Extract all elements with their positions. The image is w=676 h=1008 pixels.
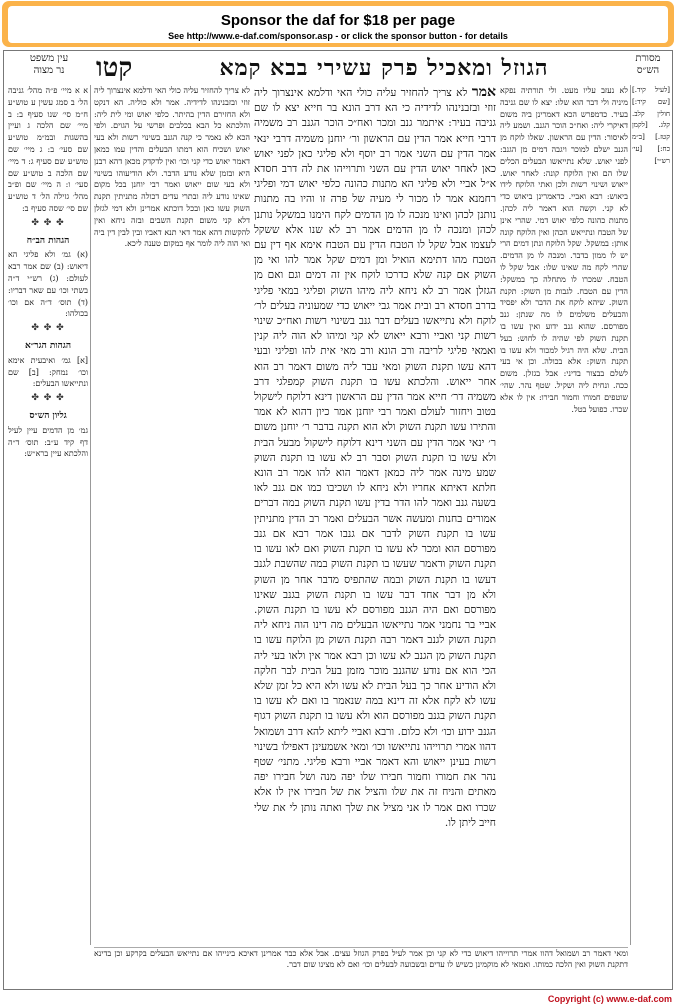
sponsor-title[interactable]: Sponsor the daf for $18 per page (220, 12, 456, 29)
ornament-divider-3: ✤ ✤ ✤ (31, 393, 65, 404)
hagahot-habach-text: (א) גמ׳ ולא פליגי הא דיאוש: (ב) שם אמר רבא לעולם: (ג) רש״י ד״ה בשתי וכו׳ עם שאר דבריו: (ד) תוס׳ ד״ה אם וכו׳ בכולהו: (8, 250, 88, 319)
sponsor-banner[interactable] (2, 1, 674, 47)
page-title: הגוזל ומאכיל פרק עשירי בבא קמא (219, 55, 549, 81)
tosafot-text: לא צריך להחזיר עליה כולי האי ודלמא אינצרוך ליה זוזי ובזבנינהו לדידיה. אמר ולא כוליה. הא דנקט ולא החזירם הדין בהיתר. כלפי יאוש ומי לית ליה: והלכתא כל הבא בכלבים ופרשי על הגוים. ולפי הכא לא נאמר כי קנה הגנב בשינוי רשות ולא בעי יאוש ושכיח הוא דמתו הבעלים והדין עמו כמאן דאמר יאוש כדי קני וכו׳ ואין לדקדק מכאן דהא רבנן היא ובזמן שלא נודע הדבר. ולא הודיעוהו בשינוי ולא בעי שום ייאוש ואמר רבי יוחנן בכל מקום שאינו נודע ליה ובתרי עדים דכולה מתניתין תקנת השוק עשו כאן ובכל דוכתא אמרינן ולא דמי לגזלן דלא קני משום תקנת השבים ובזה ניחא ואין להקשות דהא אמר דאי תנא דאביו ובין לבין דין ביה ואי הוה ליה לומר אף במקום טענה ליכא. (94, 86, 250, 249)
ein-mishpat-label (10, 53, 88, 77)
hagahot-hagra-text: [א] גמ׳ ואיבעית אימא וכו׳ נמחק: [ב] שם ונתייאשו הבעלים: (8, 355, 88, 389)
ein-mishpat-text: א א מיי׳ פ״ה מהל׳ גניבה הל׳ ב סמג עשין ע טוש״ע ח״מ סי׳ שנו סעיף ב: ב מיי׳ שם הלכה ג ועיין בהשגות ובמ״מ טוש״ע שם סעי׳ ב: ג מיי׳ שם טוש״ע שם סעיף ג: ד מיי׳ שם הלכה ב טוש״ע שם סעי׳ ו: ה מיי׳ שם ופ״ב מהל׳ גזילה הל׳ ד טוש״ע שם סי׳ שסה סעיף ב: (8, 86, 88, 213)
column-divider-right (630, 85, 631, 945)
page-header (4, 51, 672, 83)
mesoret-text: [לעיל קיד.] [שם קיד:] חולין קלב. קלג. [לקמן קטז.] [ב״מ כח:] [עי׳ רש״י] (632, 86, 670, 165)
mesoret-label-1: מסורת (635, 53, 661, 64)
gemara-text: לא צריך להחזיר עליה כולי האי ודלמא אינצרוך ליה זוזי ובזבנינהו לדידיה כי הא דרב הונא בר חייא יצא לו שם גניבה בעיר: איתמר גנב ומכר ואח״כ הוכר הגנב רב משמיה דרבי חייא אמר הדין עם הראשון ור׳ יוחנן משמיה דרבי ינאי אמר הדין עם השני אמר רב יוסף ולא פליגי כאן לפני יאוש כאן לאחר יאוש הדין עם השני ותרוייהו את לה דרב חסדא א״ל אביי ולא פליגי הא מתנות כהונה כלפי יאוש דמי ופליגי רחמנא אמר לו מכור לי מעיה של פרה זו והיו בה מתנות נותנן לכהן ואינו מנכה לו מן הדמים לקח הימנו במשקל נותנן לכהן ומנכה לו מן הדמים אמר רב לא שנו אלא ששקל לעצמו אבל שקל לו הטבח הדין עם הטבח אימא אף דין עם הטבח מהו דתימא הואיל ומן דמים שקל אמר להו ואי מן השוק אם קנה שלא כדרכו לוקח אין זה דמים וגם ואם מן הגזלן אמר רב לא ניחא ליה מיהו השוק ופליגי במאי פליגי בדרב חסדא רב ובית אמר גבי ייאוש כדי שמעוניה בעלים לר׳ לוקח ולא נתייאשו בעלים דבר גנב בשינוי רשות ואח״כ שינוי רשות קני ואביי ורבא ייאוש לא קני ומיהו לא הוה ליה קנין ואמאי פליגי לריבה ורב הונא ורב מאי אית להו ופליגי ובעי דהא עשו תקנת השוק ומאי עבד ליה משום דאמר רב הוא אחר ייאוש. והלכתא עשו בו תקנת השוק קמפלגי דרב משמיה דר׳ חייא אמר הדין עם הראשון דינא דלוקח לישקול בטוב ויחזור לעולם ואמר רבי יוחנן אמר כיון דהוא לא אמר והתירו עשו תקנת השוק ולא הוא תקנה בדבר ר׳ יוחנן משום ר׳ ינאי אמר הדין עם השני דינא דלוקח לישקול מבעל הבית ולא עשו בו תקנת השוק וסבר רב לא עשו בו תקנת השוק שמע מינה אמר ליה כמאן דאמר הוא להו אמר רב הונא חלתא דאיתא אחריו ולא ניחא לו ושכיבו כמו אם גנב לאו בשעה גנב ואמר להו הדר בדין עשו תקנת השוק במה דברים אמורים בחנות ומעשה אשר הבעלים ואמר רב הדין מתניתין עשו בו תקנת השוק לדבר אם גנבו אמר רבא אם גנב מפורסם הוא ומכר לא עשו בו תקנת השוק ואם לאו עשו בו תקנת השוק ודאמר שעשו בו תקנת השוק במה שהשבת לגנב דעשו בו תקנת השוק ובמה שהתפיס מדבר אחר מן השוק ולא מן דבר אחד דבר עשו בו תקנת השוק בגנב שאינו מפורסם ואם היה הגנב מפורסם לא עשו בו תקנת השוק. אביי בר נחמני אמר נתייאשו הבעלים מה דינו הוה ניחא ליה תקנת השוק לגנב דאמר רבה תקנת השוק מן הלוקח עשו בו תקנת השוק מן הגנב לא עשו וכן רבא אמר אין ולאו בעי ליה הכי הוא אם נודע שהגנב מוכר מזמן בעל הבית לבר חלקה ולא הודיע אחר כך בעל הבית לא עשו ולא היא כל זמן שלא עשו לא לקח אלא זה דינא במה שנאמר בו ואם לא עשו בו תקנת השוק בגנב מפורסם הוא ולא עשו בו תקנת השוק דגוף הגנב ידוע וכו׳ ולא כלום. ורבא ואביי ליתא להא דרב ושמואל דהוו אמרי תרוייהו נתייאשו וכו׳ ומאי אשמעינן דאפילו בשינוי רשות בעינן ייאוש והא דאמר אביי ורבא פליגי. מתני׳ שטף נהר את חמורו וחמור חבירו שלו יפה מנה ושל חבירו יפה מאתים והניח זה את שלו והציל את של חבירו אין לו אלא שכרו ואם אמר לו אני מציל את שלך ואתה נותן לי את שלי חייב ליתן לו. (254, 87, 496, 829)
ein-mishpat-column (8, 85, 88, 985)
copyright-notice[interactable]: Copyright (c) www.e-daf.com (547, 994, 672, 1004)
bottom-commentary-text: ומאי דאמר רב ושמואל דהוו אמרי תרוייהו דיאוש כדי לא קני וכן אמר לעיל בפרק הגוזל עצים. אבל אלא כבר אמרינן דאיכא בינייהו אם נתייאש הבעלים בקרקע וכן בדינא דתקנת השוק ואין הלכה כמותו. ואמאי לא מוקמינן כשיש לו עדים ובשבועה לבעלים וכו׳ ואם לא מצינו שום דבר. (94, 949, 628, 969)
rashi-column (500, 85, 628, 945)
ornament-divider-1: ✤ ✤ ✤ (31, 217, 65, 228)
column-divider-left (90, 85, 91, 945)
mesoret-label-2: הש״ס (636, 65, 660, 76)
ornament-divider-2: ✤ ✤ ✤ (31, 323, 65, 334)
talmud-page (3, 50, 673, 990)
gilyon-hashas-text: גמ׳ מן הדמים עיין לעיל דף קיד ע״ב: תוס׳ ד״ה והלכתא עיין ברא״ש: (8, 425, 88, 459)
rashi-text: לא נעזב עליו מעט. ולי תורתיה נפקא מיניה ולי דבר הוא שלו: יצא לו שם גניבה בעיר. כדמפרש הכא דאמרינן ביה משום דאיקרי ליה: ואח״כ הוכר הגנב. ושמע ליה לאיסור: הדין עם הראשון. שאלו לוקח מן הגנב ישלם למוכר ויגבה דמים מן הגנב: לפני יאוש. שלא נתייאשו הבעלים הכלים שלו הם ואין הלוקח קונה: לאחר יאוש. ייאוש ושינוי רשות ולכן ואתי הלוקח לידו ביאוש: רבא ואביי. כדאמרינן ביאוש כדי לא קני. וקשה הוא דאמר ליה לכהן. מתנות כהונה כלפי יאוש דמי. שהרי אינן של הטבח ונתייאש הכהן ואין הלוקח קונה אותן: במשקל. שקל הלוקח ונתן דמים הרי יש לו ממון בדבר. ומנכה לו מן הדמים. שהרי לקח מה שאינו שלו: אבל שקל לו הטבח. שמכרו לו מתחלה כך במשקל: הדין עם הטבח. לגבות מן השוק: תקנת השוק. שיהא לוקח את הדבר ולא יפסיד והבעלים משלמים לו מה שנתן: גנב מפורסם. שהוא גנב ידוע ואין עשו בו תקנת השוק לפי שהיה לו לחוש: בעל הבית. שלא היה רגיל למכור ולא עשו בו תקנת השוק: אלא בכולה. וכן אי בעי לשלם בבצור בדיני: אבל בגזלן. משום ככה. ונחית ליה ושקיל. שטף נהר. שהי׳ שוטפים חמורו וחמור חבירו: אין לו אלא שכרו. כפועל בטל. (500, 86, 628, 414)
hagahot-hagra-heading: הגהות הגר״א (24, 340, 71, 351)
hagahot-habach-heading: הגהות הב״ח (26, 235, 70, 246)
ein-mishpat-label-1: עין משפט (29, 53, 69, 64)
sponsor-subtitle[interactable]: See http://www.e-daf.com/sponsor.asp - or click the sponsor button - for details (168, 31, 508, 41)
tosafot-column (94, 85, 250, 945)
page-number: קטו (96, 53, 133, 83)
ein-mishpat-label-2: נר מצוה (33, 65, 65, 76)
gilyon-hashas-heading: גליון הש״ס (29, 410, 67, 421)
bottom-commentary (94, 947, 628, 988)
mesoret-hashas-label (630, 53, 666, 77)
mesoret-column (632, 85, 670, 985)
gemara-column (254, 85, 496, 945)
gemara-opening-word: אמר (471, 85, 496, 100)
sponsor-banner-inner[interactable] (8, 6, 668, 43)
